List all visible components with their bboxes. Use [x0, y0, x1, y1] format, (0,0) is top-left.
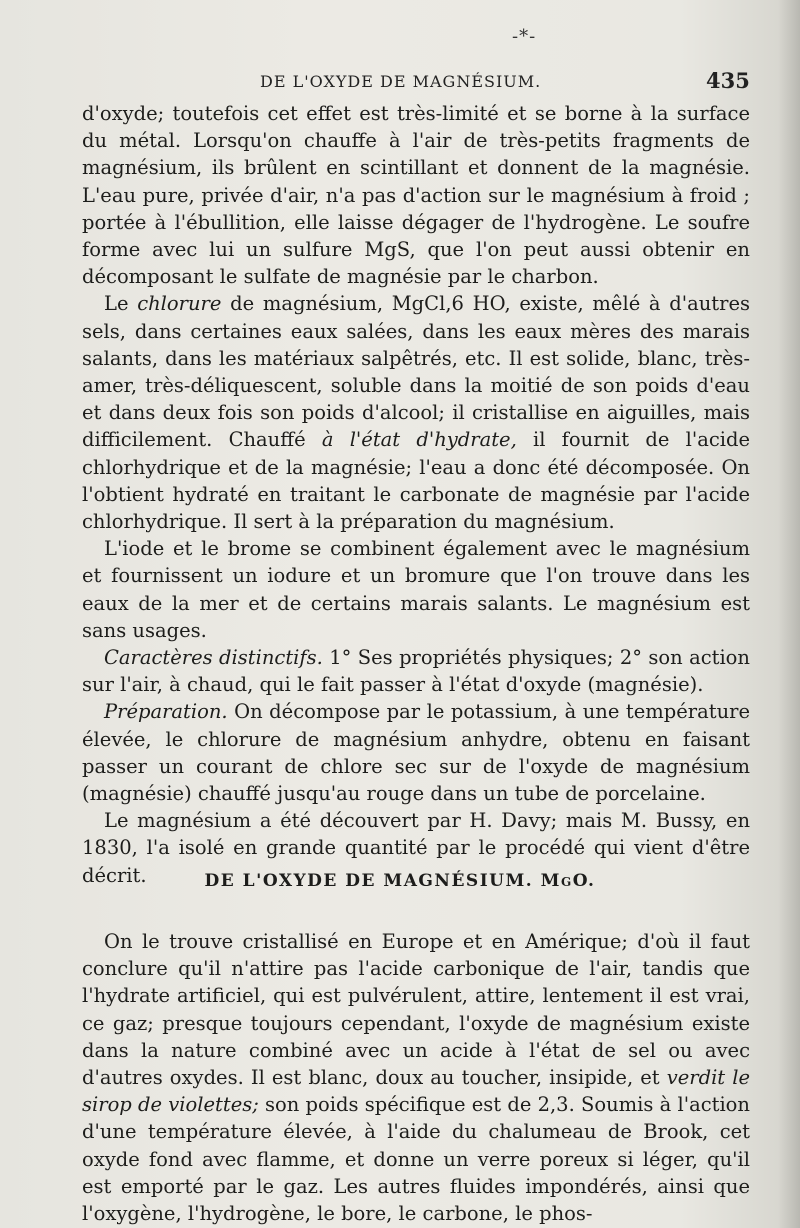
- page-number: 435: [706, 68, 750, 93]
- paragraph-decouverte: Le magnésium a été découvert par H. Davy; mais M. Bussy, en 1830, l'a isolé en grande quantité par le procédé qui vient d'être décrit.: [82, 809, 750, 887]
- paragraph-oxyde: On le trouve cristallisé en Europe et en Amérique; d'où il faut conclure qu'il n'attire pas l'acide carbonique de l'air, tandis que l'hydrate artificiel, qui est pulvérulent, attire, lentement il est vrai, ce gaz; presque toujours cependant, l'oxyde de magnésium existe dans la nature combiné avec un acide à l'état de sel ou avec d'autres oxydes. Il est blanc, doux au toucher, insipide, et verdit le sirop de violettes; son poids spécifique est de 2,3. Soumis à l'action d'une température élevée, à l'aide du chalumeau de Brook, cet oxyde fond avec flamme, et donne un verre poreux si léger, qu'il est emporté par le gaz. Les autres fluides impondérés, ainsi que l'oxygène, l'hydrogène, le bore, le carbone, le phos-: [82, 930, 750, 1226]
- section-heading-title: DE L'OXYDE DE MAGNÉSIUM.: [204, 871, 534, 891]
- running-head: DE L'OXYDE DE MAGNÉSIUM.: [260, 72, 542, 91]
- page-edge-shadow: [778, 0, 800, 1228]
- top-ornament: -*-: [512, 26, 537, 47]
- paragraph-iode-brome: L'iode et le brome se combinent également avec le magnésium et fournissent un iodure et un bromure que l'on trouve dans les eaux de la mer et de certains marais salants. Le magnésium est sans usages.: [82, 537, 750, 642]
- section-heading: [0, 871, 800, 891]
- body-text: [82, 100, 750, 889]
- paragraph-preparation: Préparation. On décompose par le potassium, à une température élevée, le chlorure de magnésium anhydre, obtenu en faisant passer un courant de chlore sec sur de l'oxyde de magnésium (magnésie) chauffé jusqu'au rouge dans un tube de porcelaine.: [82, 700, 750, 806]
- paragraph-caracteres: Caractères distinctifs. 1° Ses propriétés physiques; 2° son action sur l'air, à chaud, qui le fait passer à l'état d'oxyde (magnésie).: [82, 646, 750, 697]
- section-body-text: [82, 928, 750, 1227]
- paragraph-continuation: d'oxyde; toutefois cet effet est très-limité et se borne à la surface du métal. Lorsqu'on chauffe à l'air de très-petits fragments de magnésium, ils brûlent en scintillant et donnent de la magnésie. L'eau pure, privée d'air, n'a pas d'action sur le magnésium à froid ; portée à l'ébullition, elle laisse dégager de l'hydrogène. Le soufre forme avec lui un sulfure MgS, que l'on peut aussi obtenir en décomposant le sulfate de magnésie par le charbon.: [82, 102, 750, 289]
- section-heading-formula: MgO.: [540, 871, 596, 891]
- paragraph-chlorure: Le chlorure de magnésium, MgCl,6 HO, existe, mêlé à d'autres sels, dans certaines eaux salées, dans les eaux mères des marais salants, dans les matériaux salpêtrés, etc. Il est solide, blanc, très-amer, très-déliquescent, soluble dans la moitié de son poids d'eau et dans deux fois son poids d'alcool; il cristallise en aiguilles, mais difficilement. Chauffé à l'état d'hydrate, il fournit de l'acide chlorhydrique et de la magnésie; l'eau a donc été décomposée. On l'obtient hydraté en traitant le carbonate de magnésie par l'acide chlorhydrique. Il sert à la préparation du magnésium.: [82, 292, 750, 534]
